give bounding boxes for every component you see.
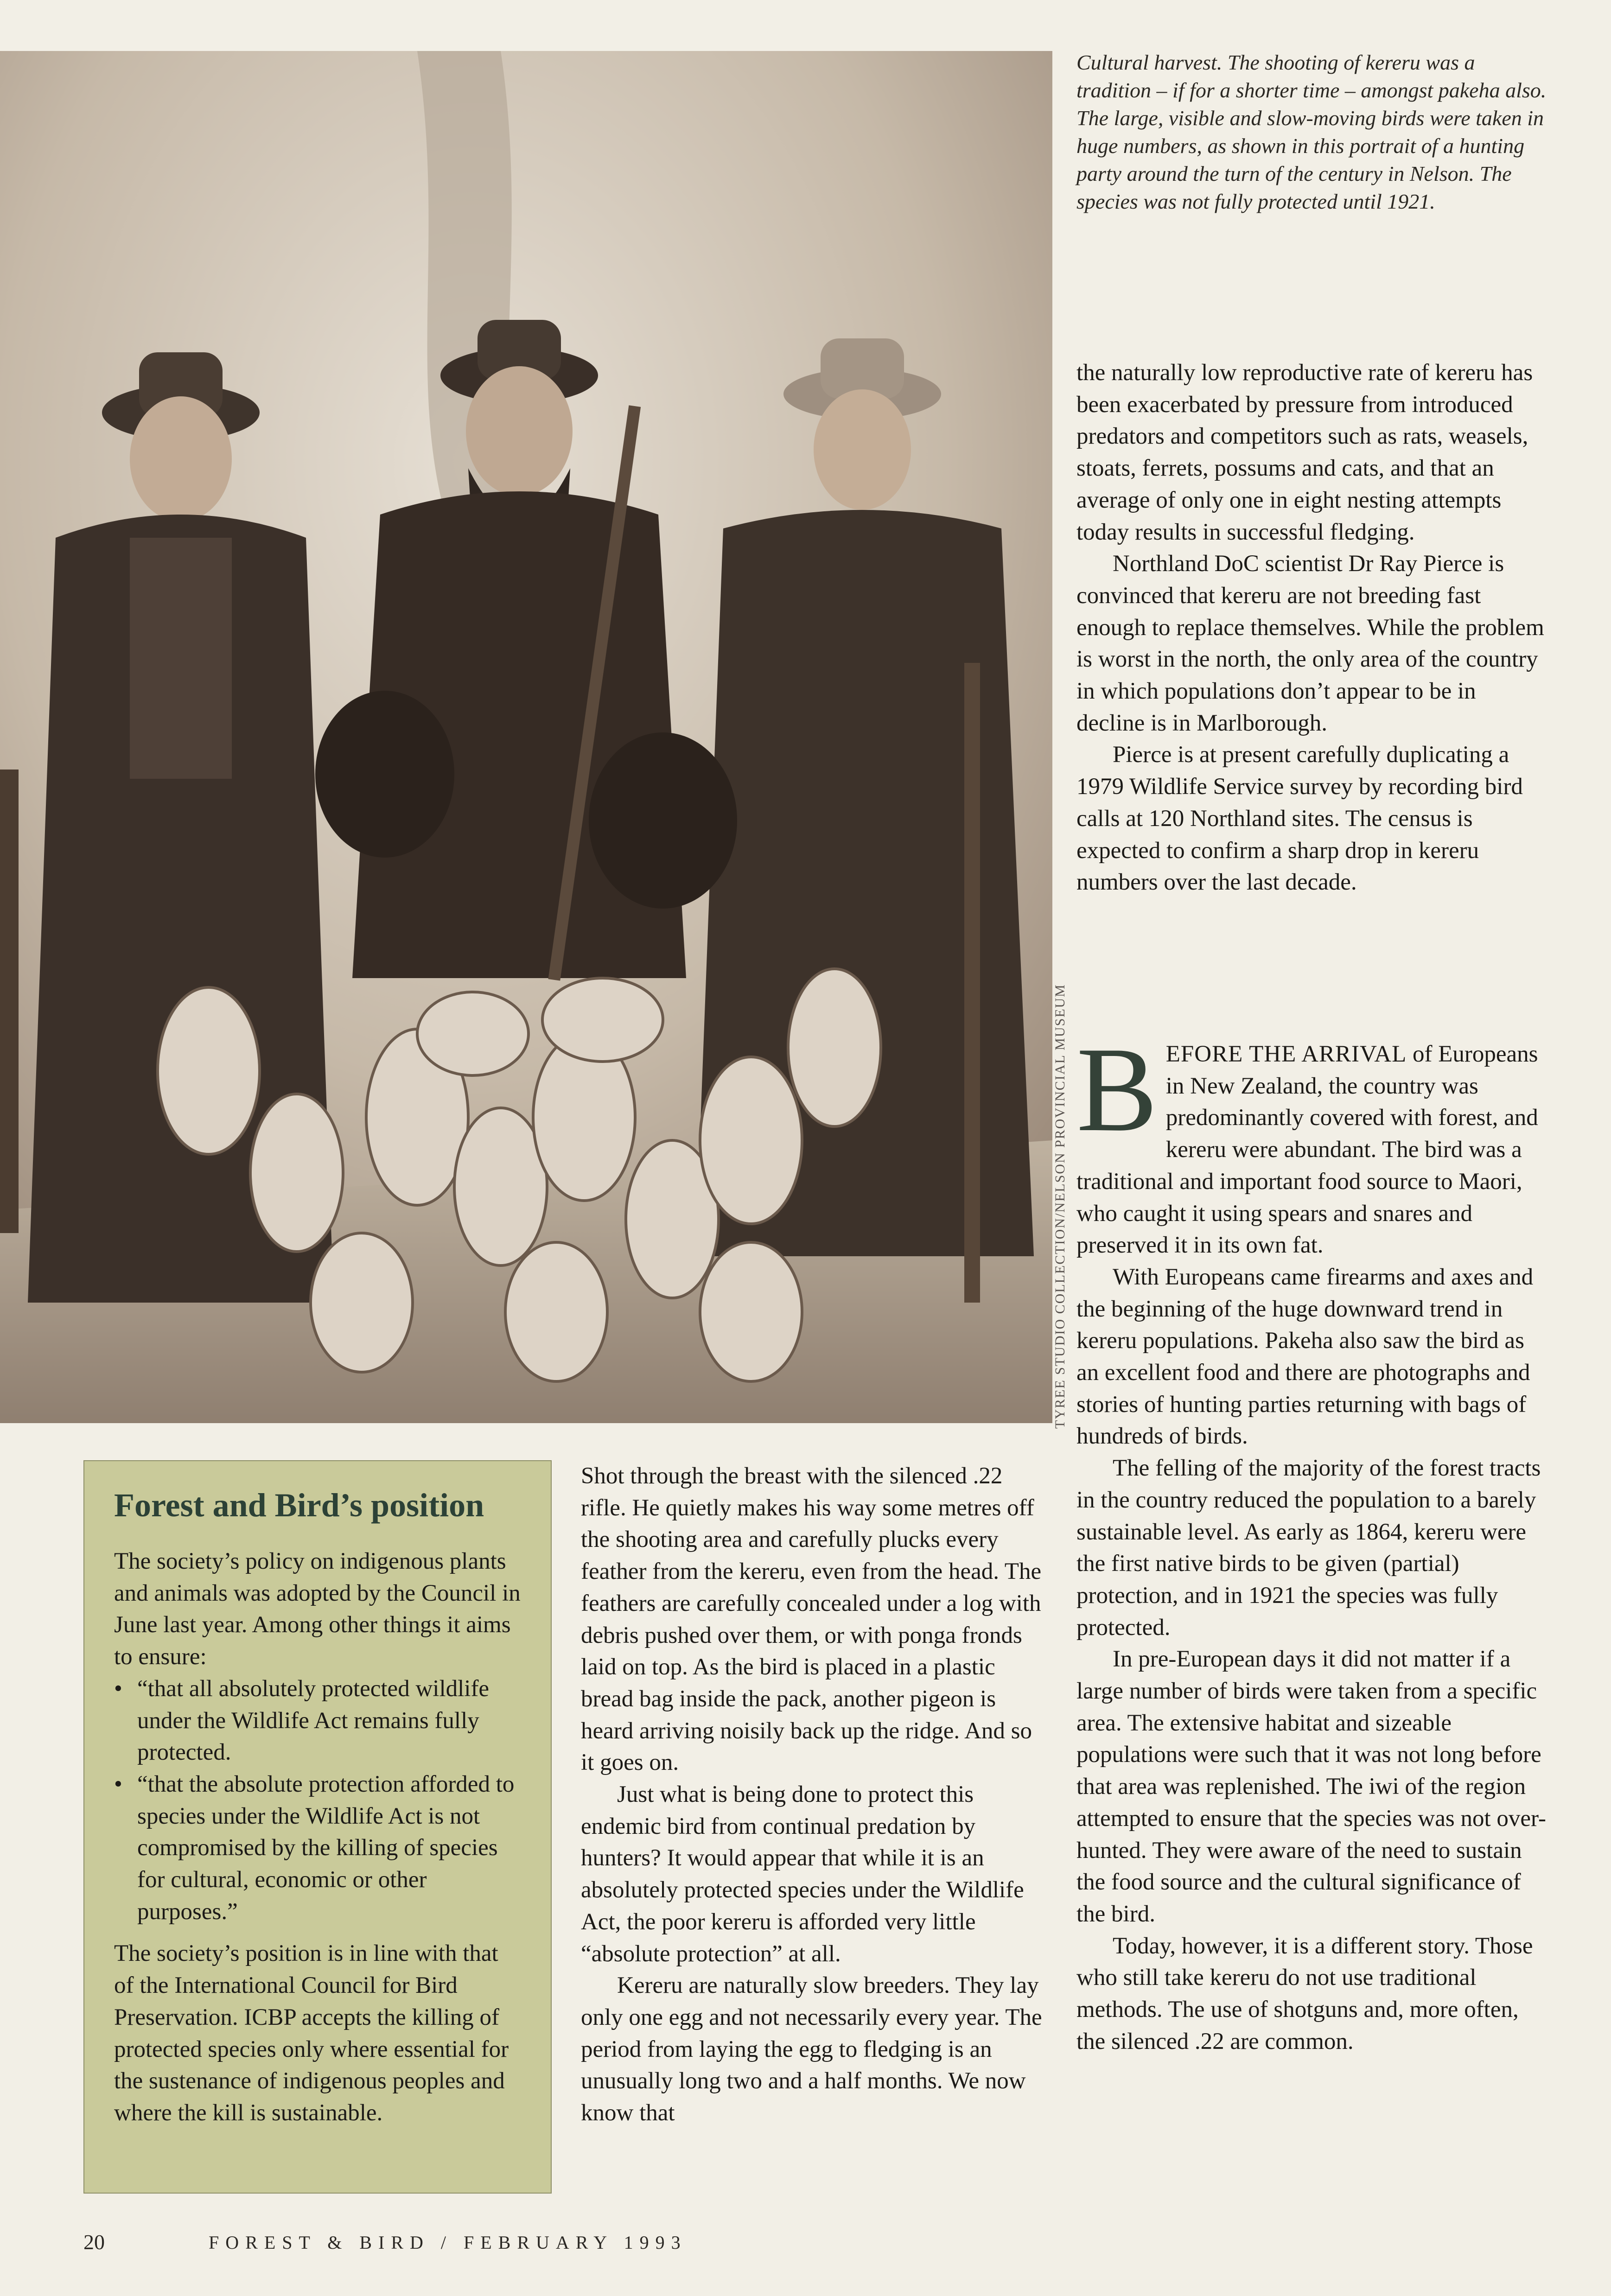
paragraph: In pre-European days it did not matter if a large number of birds were taken from a specific area. The extensive habitat and sizeable populations were such that it was not long before that area was replenished. The iwi of the region attempted to ensure that the species was not over-hunted. They were aware of the need to sustain the food source and the cultural significance of the bird.	[1076, 1646, 1546, 1927]
dog-right	[589, 732, 737, 909]
lead-paragraph	[1076, 1022, 1549, 1261]
drop-cap: B	[1076, 1022, 1158, 1157]
photo-credit: TYREE STUDIO COLLECTION/NELSON PROVINCIAL MUSEUM	[1052, 984, 1068, 1429]
dog-left	[315, 691, 454, 858]
bullet-icon: •	[114, 1771, 122, 1797]
hunting-party-photo	[0, 51, 1052, 1423]
paragraph: The felling of the majority of the forest tracts in the country reduced the population to a barely sustainable level. As early as 1864, kereru were the first native birds to be given (partial) protection, and in 1921 the species was fully protected.	[1076, 1455, 1541, 1641]
sidebar-intro: The society’s policy on indigenous plants and animals was adopted by the Council in June last year. Among other things it aims to ensure:	[114, 1548, 521, 1670]
running-head: FOREST & BIRD / FEBRUARY 1993	[209, 2232, 687, 2253]
hunting-party-illustration	[0, 51, 1052, 1423]
paragraph: Just what is being done to protect this endemic bird from continual predation by hunters? It would appear that while it is an absolutely protected species under the Wildlife Act, the poor kereru is afforded very little “absolute protection” at all.	[581, 1781, 1024, 1967]
photo-caption: Cultural harvest. The shooting of kereru was a tradition – if for a shorter time – amongst pakeha also. The large, visible and slow-moving birds were taken in huge numbers, as shown in this portrait of a hunting party around the turn of the century in Nelson. The species was not fully protected until 1921.	[1076, 51, 1547, 213]
paragraph: Shot through the breast with the silenced .22 rifle. He quietly makes his way some metres off the shooting area and carefully plucks every feather from the kereru, even from the head. The feathers are carefully concealed under a log with debris pushed over them, or with ponga fronds laid on top. As the bird is placed in a plastic bread bag inside the pack, another pigeon is heard arriving noisily back up the ridge. And so it goes on.	[581, 1463, 1042, 1776]
lead-caps: EFORE THE ARRIVAL	[1165, 1041, 1407, 1067]
list-item-text: “that the absolute protection afforded to species under the Wildlife Act is not compromised by the killing of species for cultural, economic or other purposes.”	[137, 1771, 515, 1925]
policy-sidebar	[83, 1460, 552, 2194]
sidebar-bullet-list	[114, 1673, 521, 1928]
page-number: 20	[83, 2230, 105, 2254]
paragraph: Northland DoC scientist Dr Ray Pierce is convinced that kereru are not breeding fast enough to replace themselves. While the problem is worst in the north, the only area of the country in which populations don’t appear to be in decline is in Marlborough.	[1076, 551, 1544, 736]
list-item-text: “that all absolutely protected wildlife under the Wildlife Act remains fully protected.	[137, 1675, 490, 1766]
lead-text: of Europeans in New Zealand, the country was predominantly covered with forest, and kereru were abundant. The bird was a traditional and important food source to Maori, who caught it using spears and snares and preserved it in its own fat.	[1076, 1041, 1538, 1259]
paragraph: Pierce is at present carefully duplicating a 1979 Wildlife Service survey by recording bird calls at 120 Northland sites. The census is expected to confirm a sharp drop in kereru numbers over the last decade.	[1076, 742, 1523, 896]
sidebar-title: Forest and Bird’s position	[114, 1487, 484, 1524]
right-column-top	[1076, 357, 1549, 898]
page-footer	[83, 2230, 1474, 2262]
paragraph: Kereru are naturally slow breeders. They lay only one egg and not necessarily every year. The period from laying the egg to fledging is an unusually long two and a half months. We now know that	[581, 1972, 1042, 2126]
paragraph: With Europeans came firearms and axes and the beginning of the huge downward trend in kereru populations. Pakeha also saw the bird as an excellent food and there are photographs and stories of hunting parties returning with bags of hundreds of birds.	[1076, 1264, 1534, 1450]
middle-column	[581, 1460, 1049, 2129]
list-item	[114, 1768, 521, 1928]
right-column-bottom	[1076, 1022, 1549, 2058]
paragraph: the naturally low reproductive rate of kereru has been exacerbated by pressure from introduced predators and competitors such as rats, weasels, stoats, ferrets, possums and cats, and that an average of only one in eight nesting attempts today results in successful fledging.	[1076, 360, 1533, 545]
list-item	[114, 1673, 521, 1768]
paragraph: Today, however, it is a different story. Those who still take kereru do not use traditional methods. The use of shotguns and, more often, the silenced .22 are common.	[1076, 1933, 1533, 2054]
bullet-icon: •	[114, 1675, 122, 1702]
sidebar-closing: The society’s position is in line with that of the International Council for Bird Preservation. ICBP accepts the killing of protected species only where essential for the sustenance of indigenous peoples and where the kill is sustainable.	[114, 1940, 509, 2126]
